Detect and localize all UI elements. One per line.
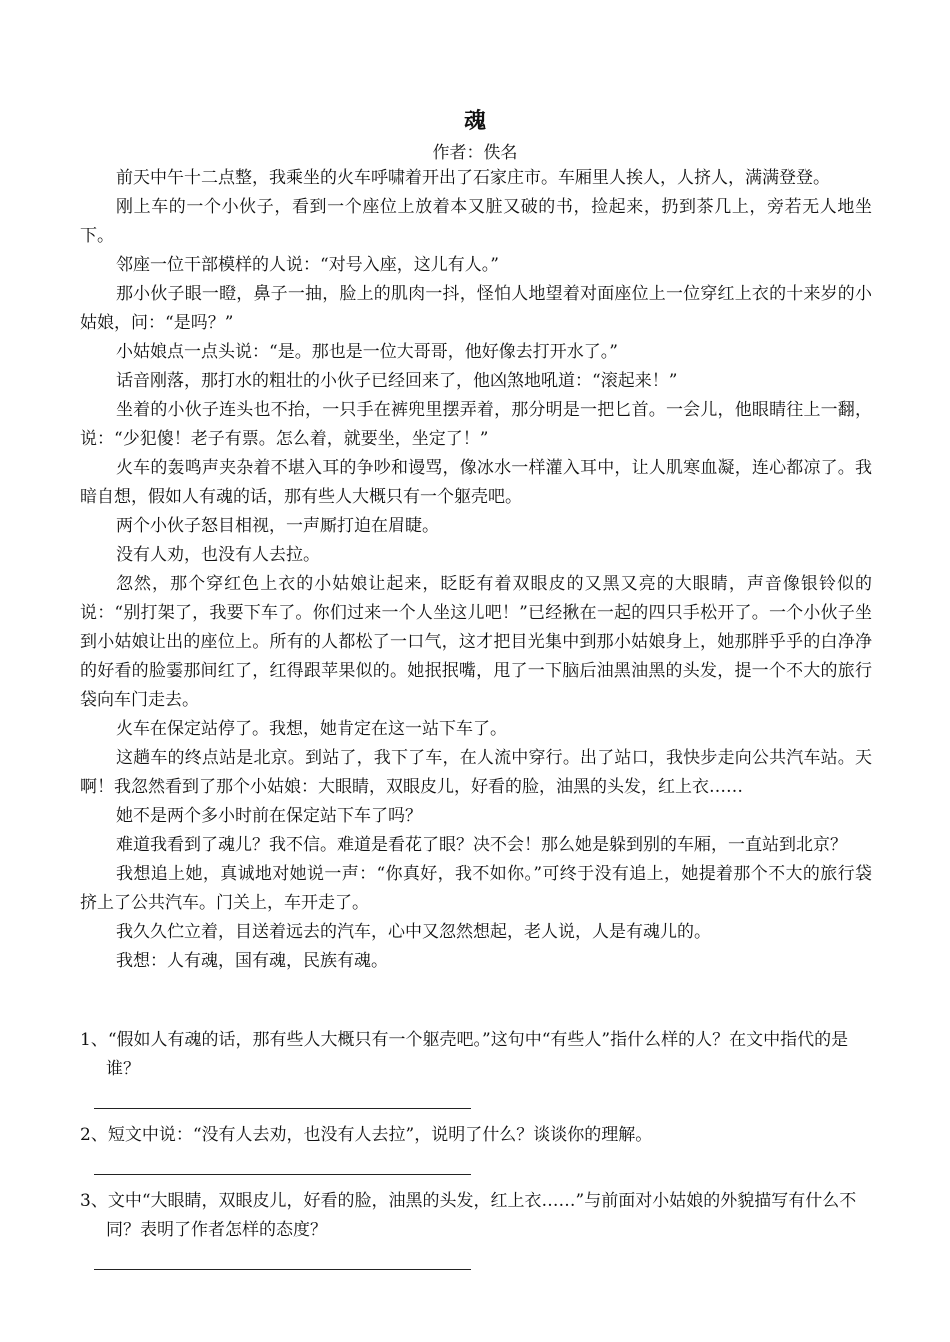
paragraph: 邻座一位干部模样的人说：“对号入座，这儿有人。”: [116, 255, 499, 275]
question-2: 2、短文中说：“没有人去劝，也没有人去拉”，说明了什么？谈谈你的理解。: [80, 1125, 653, 1145]
paragraph: 我想追上她，真诚地对她说一声：“你真好，我不如你。”可终于没有追上，她提着那个不大的旅行袋挤上了公共汽车。门关上，车开走了。: [80, 864, 872, 913]
paragraph: 难道我看到了魂儿？我不信。难道是看花了眼？决不会！那么她是躲到别的车厢，一直站到北京？: [116, 835, 847, 855]
answer-line-1[interactable]: [94, 1108, 471, 1109]
question-3: 3、文中“大眼睛，双眼皮儿，好看的脸，油黑的头发，红上衣……”与前面对小姑娘的外貌描写有什么不同？表明了作者怎样的态度？: [80, 1191, 857, 1240]
paragraph: 她不是两个多小时前在保定站下车了吗？: [116, 806, 422, 826]
answer-line-2[interactable]: [94, 1174, 471, 1175]
story-body: [80, 164, 872, 976]
paragraph: 前天中午十二点整，我乘坐的火车呼啸着开出了石家庄市。车厢里人挨人，人挤人，满满登登。: [116, 168, 830, 188]
paragraph: 两个小伙子怒目相视，一声厮打迫在眉睫。: [116, 516, 439, 536]
paragraph: 这趟车的终点站是北京。到站了，我下了车，在人流中穿行。出了站口，我快步走向公共汽车站。天啊！我忽然看到了那个小姑娘：大眼睛，双眼皮儿，好看的脸，油黑的头发，红上衣……: [80, 748, 872, 797]
paragraph: 忽然，那个穿红色上衣的小姑娘让起来，眨眨有着双眼皮的又黑又亮的大眼睛，声音像银铃似的说：“别打架了，我要下车了。你们过来一个人坐这儿吧！”已经揪在一起的四只手松开了。一个小伙子坐到小姑娘让出的座位上。所有的人都松了一口气，这才把目光集中到那小姑娘身上，她那胖乎乎的白净净的好看的脸霎那间红了，红得跟苹果似的。她抿抿嘴，甩了一下脑后油黑油黑的头发，提一个不大的旅行袋向车门走去。: [80, 574, 872, 710]
paragraph: 我想：人有魂，国有魂，民族有魂。: [116, 951, 388, 971]
paragraph: 那小伙子眼一瞪，鼻子一抽，脸上的肌肉一抖，怪怕人地望着对面座位上一位穿红上衣的十来岁的小姑娘，问：“是吗？”: [80, 284, 872, 333]
questions-section: [80, 1026, 872, 1270]
paragraph: 刚上车的一个小伙子，看到一个座位上放着本又脏又破的书，捡起来，扔到茶几上，旁若无人地坐下。: [80, 197, 872, 246]
paragraph: 火车在保定站停了。我想，她肯定在这一站下车了。: [116, 719, 507, 739]
paragraph: 小姑娘点一点头说：“是。那也是一位大哥哥，他好像去打开水了。”: [116, 342, 618, 362]
document-title: 魂: [463, 109, 486, 134]
paragraph: 没有人劝，也没有人去拉。: [116, 545, 320, 565]
paragraph: 话音刚落，那打水的粗壮的小伙子已经回来了，他凶煞地吼道：“滚起来！”: [116, 371, 678, 391]
paragraph: 火车的轰鸣声夹杂着不堪入耳的争吵和谩骂，像冰水一样灌入耳中，让人肌寒血凝，连心都凉了。我暗自想，假如人有魂的话，那有些人大概只有一个躯壳吧。: [80, 458, 872, 507]
question-1: 1、“假如人有魂的话，那有些人大概只有一个躯壳吧。”这句中“有些人”指什么样的人？在文中指代的是谁？: [80, 1030, 849, 1079]
paragraph: 坐着的小伙子连头也不抬，一只手在裤兜里摆弄着，那分明是一把匕首。一会儿，他眼睛往上一翻，说：“少犯傻！老子有票。怎么着，就要坐，坐定了！”: [80, 400, 872, 449]
author-line: 作者：佚名: [432, 143, 518, 163]
answer-line-3[interactable]: [94, 1269, 471, 1270]
paragraph: 我久久伫立着，目送着远去的汽车，心中又忽然想起，老人说，人是有魂儿的。: [116, 922, 711, 942]
